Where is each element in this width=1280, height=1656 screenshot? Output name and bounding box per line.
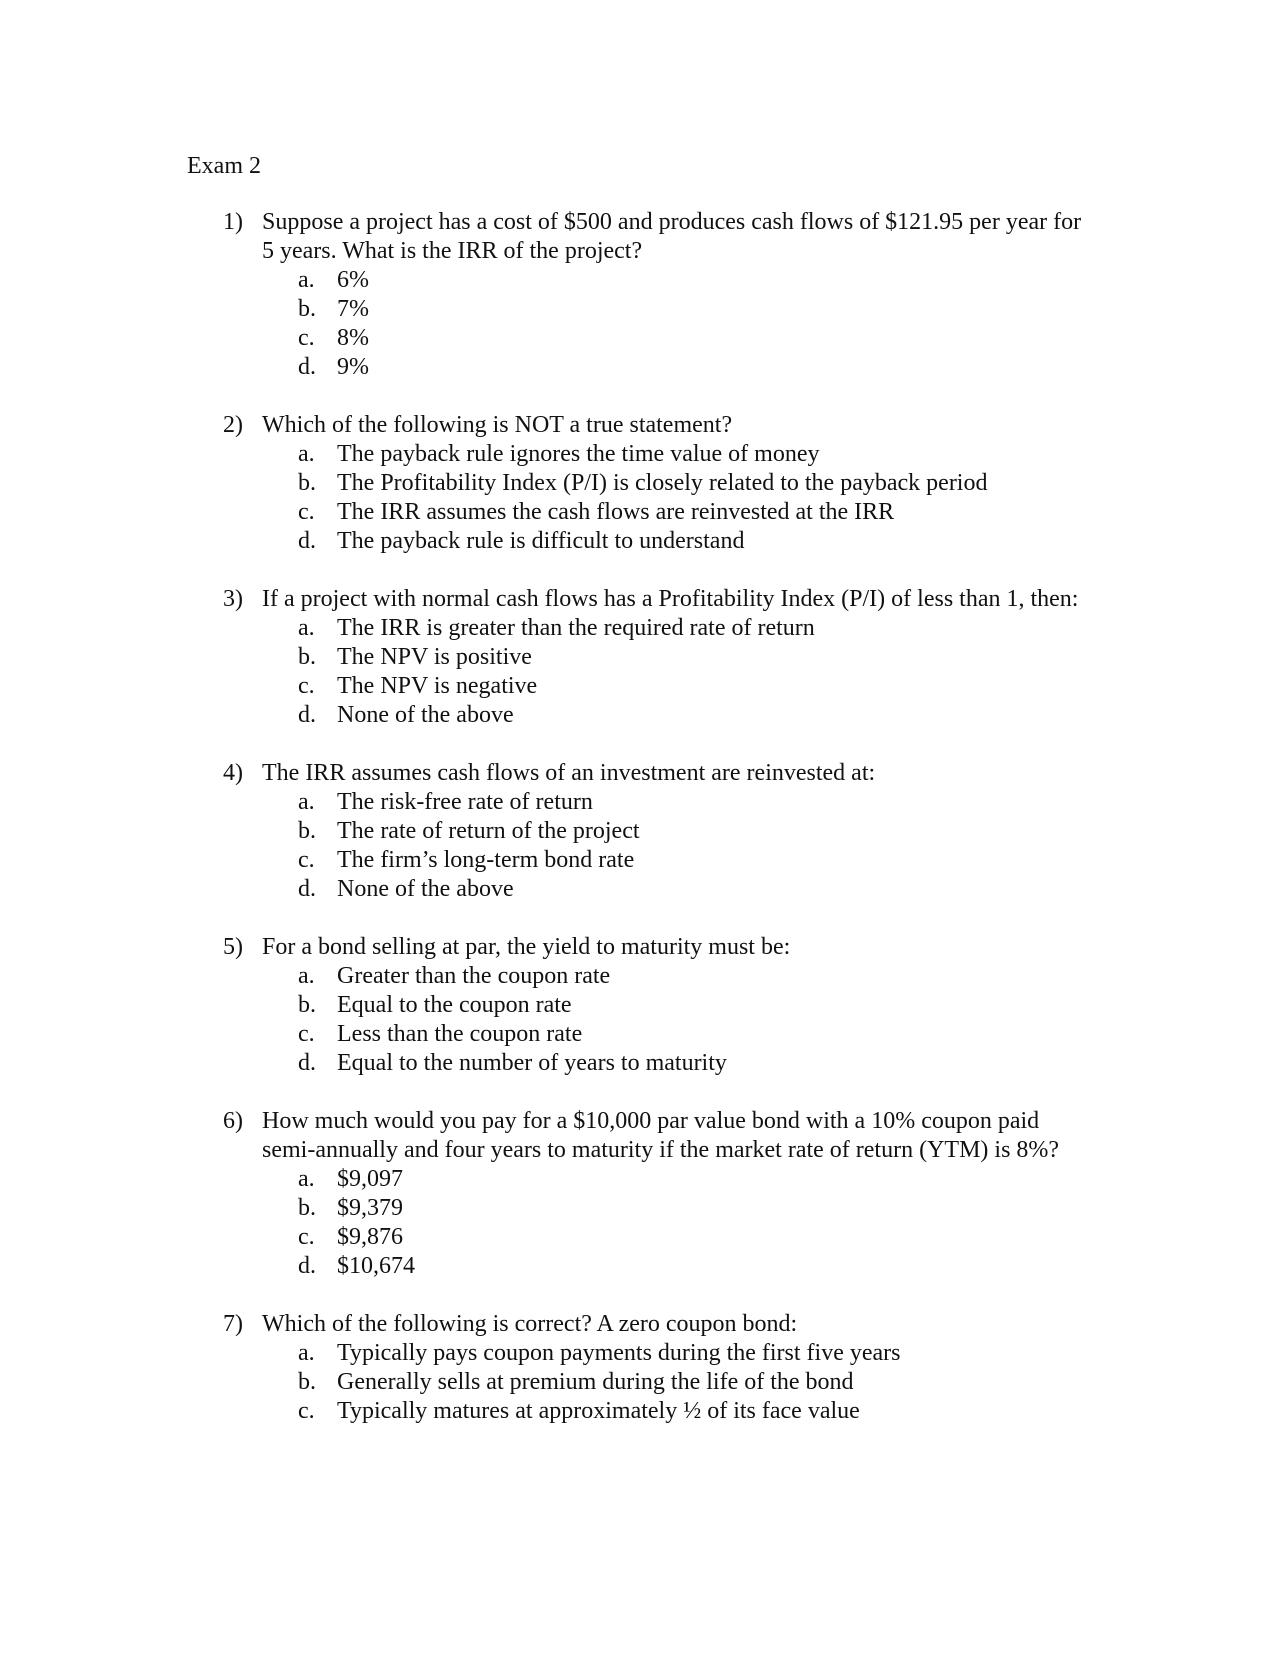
option-b xyxy=(0,817,1280,846)
question-number: 1) xyxy=(223,209,243,235)
question-6 xyxy=(0,1107,1280,1281)
option-letter: c. xyxy=(298,499,315,525)
question-text: For a bond selling at par, the yield to maturity must be: xyxy=(262,934,791,960)
option-a xyxy=(0,962,1280,991)
option-text: The NPV is negative xyxy=(337,673,538,699)
option-text: 6% xyxy=(337,267,369,293)
option-letter: b. xyxy=(298,1195,316,1221)
option-b xyxy=(0,643,1280,672)
option-c xyxy=(0,846,1280,875)
option-letter: a. xyxy=(298,441,315,467)
question-text: Which of the following is correct? A zero coupon bond: xyxy=(262,1311,798,1337)
option-letter: b. xyxy=(298,818,316,844)
question-stem xyxy=(0,208,1082,266)
option-letter: d. xyxy=(298,876,316,902)
option-text: None of the above xyxy=(337,702,514,728)
question-7 xyxy=(0,1310,1280,1426)
option-d xyxy=(0,353,1280,382)
option-text: $9,379 xyxy=(337,1195,403,1221)
option-text: The firm’s long-term bond rate xyxy=(337,847,635,873)
option-letter: d. xyxy=(298,354,316,380)
option-d xyxy=(0,875,1280,904)
option-letter: d. xyxy=(298,702,316,728)
option-b xyxy=(0,469,1280,498)
option-letter: a. xyxy=(298,267,315,293)
option-text: The payback rule ignores the time value of money xyxy=(337,441,820,467)
option-letter: d. xyxy=(298,1050,316,1076)
option-text: The rate of return of the project xyxy=(337,818,640,844)
option-letter: c. xyxy=(298,1398,315,1424)
option-text: None of the above xyxy=(337,876,514,902)
option-letter: a. xyxy=(298,1340,315,1366)
option-text: The IRR is greater than the required rate of return xyxy=(337,615,815,641)
option-a xyxy=(0,1339,1280,1368)
option-text: The payback rule is difficult to understand xyxy=(337,528,745,554)
question-number: 5) xyxy=(223,934,243,960)
option-text: Greater than the coupon rate xyxy=(337,963,611,989)
question-text: The IRR assumes cash flows of an investment are reinvested at: xyxy=(262,760,876,786)
question-2 xyxy=(0,411,1280,556)
question-4 xyxy=(0,759,1280,904)
option-c xyxy=(0,324,1280,353)
option-letter: c. xyxy=(298,1021,315,1047)
option-text: Equal to the number of years to maturity xyxy=(337,1050,727,1076)
option-letter: c. xyxy=(298,847,315,873)
option-letter: b. xyxy=(298,1369,316,1395)
option-text: Typically matures at approximately ½ of its face value xyxy=(337,1398,860,1424)
option-list xyxy=(0,266,1280,382)
question-stem xyxy=(0,759,1082,788)
question-number: 3) xyxy=(223,586,243,612)
option-list xyxy=(0,962,1280,1078)
option-letter: c. xyxy=(298,673,315,699)
option-a xyxy=(0,440,1280,469)
option-text: Generally sells at premium during the life of the bond xyxy=(337,1369,854,1395)
question-text: How much would you pay for a $10,000 par value bond with a 10% coupon paid semi-annually and four years to maturity if the market rate of return (YTM) is 8%? xyxy=(262,1108,1060,1163)
option-a xyxy=(0,788,1280,817)
option-text: $10,674 xyxy=(337,1253,415,1279)
option-list xyxy=(0,440,1280,556)
option-letter: c. xyxy=(298,325,315,351)
question-list xyxy=(0,208,1280,1455)
option-list xyxy=(0,1165,1280,1281)
option-letter: b. xyxy=(298,296,316,322)
question-3 xyxy=(0,585,1280,730)
option-b xyxy=(0,991,1280,1020)
option-c xyxy=(0,672,1280,701)
option-letter: a. xyxy=(298,615,315,641)
question-stem xyxy=(0,1107,1082,1165)
option-text: Typically pays coupon payments during the first five years xyxy=(337,1340,901,1366)
question-text: Which of the following is NOT a true statement? xyxy=(262,412,733,438)
option-text: The NPV is positive xyxy=(337,644,532,670)
exam-title: Exam 2 xyxy=(187,153,261,179)
option-text: $9,876 xyxy=(337,1224,403,1250)
option-letter: c. xyxy=(298,1224,315,1250)
option-d xyxy=(0,1252,1280,1281)
option-text: 7% xyxy=(337,296,369,322)
option-a xyxy=(0,1165,1280,1194)
option-c xyxy=(0,1223,1280,1252)
option-text: The Profitability Index (P/I) is closely related to the payback period xyxy=(337,470,988,496)
question-stem xyxy=(0,1310,1082,1339)
question-5 xyxy=(0,933,1280,1078)
question-number: 7) xyxy=(223,1311,243,1337)
option-list xyxy=(0,788,1280,904)
question-number: 2) xyxy=(223,412,243,438)
option-letter: b. xyxy=(298,992,316,1018)
option-text: Less than the coupon rate xyxy=(337,1021,583,1047)
question-1 xyxy=(0,208,1280,382)
option-c xyxy=(0,498,1280,527)
option-a xyxy=(0,266,1280,295)
option-letter: b. xyxy=(298,470,316,496)
question-text: If a project with normal cash flows has a Profitability Index (P/I) of less than 1, then: xyxy=(262,586,1079,612)
option-letter: a. xyxy=(298,1166,315,1192)
question-stem xyxy=(0,933,1082,962)
option-c xyxy=(0,1397,1280,1426)
question-stem xyxy=(0,585,1082,614)
option-text: Equal to the coupon rate xyxy=(337,992,572,1018)
option-d xyxy=(0,701,1280,730)
option-text: The risk-free rate of return xyxy=(337,789,593,815)
question-number: 4) xyxy=(223,760,243,786)
option-c xyxy=(0,1020,1280,1049)
option-b xyxy=(0,1194,1280,1223)
option-letter: a. xyxy=(298,789,315,815)
option-list xyxy=(0,614,1280,730)
option-list xyxy=(0,1339,1280,1426)
option-a xyxy=(0,614,1280,643)
option-letter: a. xyxy=(298,963,315,989)
question-number: 6) xyxy=(223,1108,243,1134)
option-text: The IRR assumes the cash flows are reinvested at the IRR xyxy=(337,499,895,525)
option-text: $9,097 xyxy=(337,1166,403,1192)
option-d xyxy=(0,527,1280,556)
option-b xyxy=(0,295,1280,324)
question-stem xyxy=(0,411,1082,440)
option-text: 8% xyxy=(337,325,369,351)
option-b xyxy=(0,1368,1280,1397)
option-text: 9% xyxy=(337,354,369,380)
option-d xyxy=(0,1049,1280,1078)
option-letter: d. xyxy=(298,528,316,554)
option-letter: d. xyxy=(298,1253,316,1279)
question-text: Suppose a project has a cost of $500 and produces cash flows of $121.95 per year for 5 years. What is the IRR of the project? xyxy=(262,209,1082,264)
option-letter: b. xyxy=(298,644,316,670)
